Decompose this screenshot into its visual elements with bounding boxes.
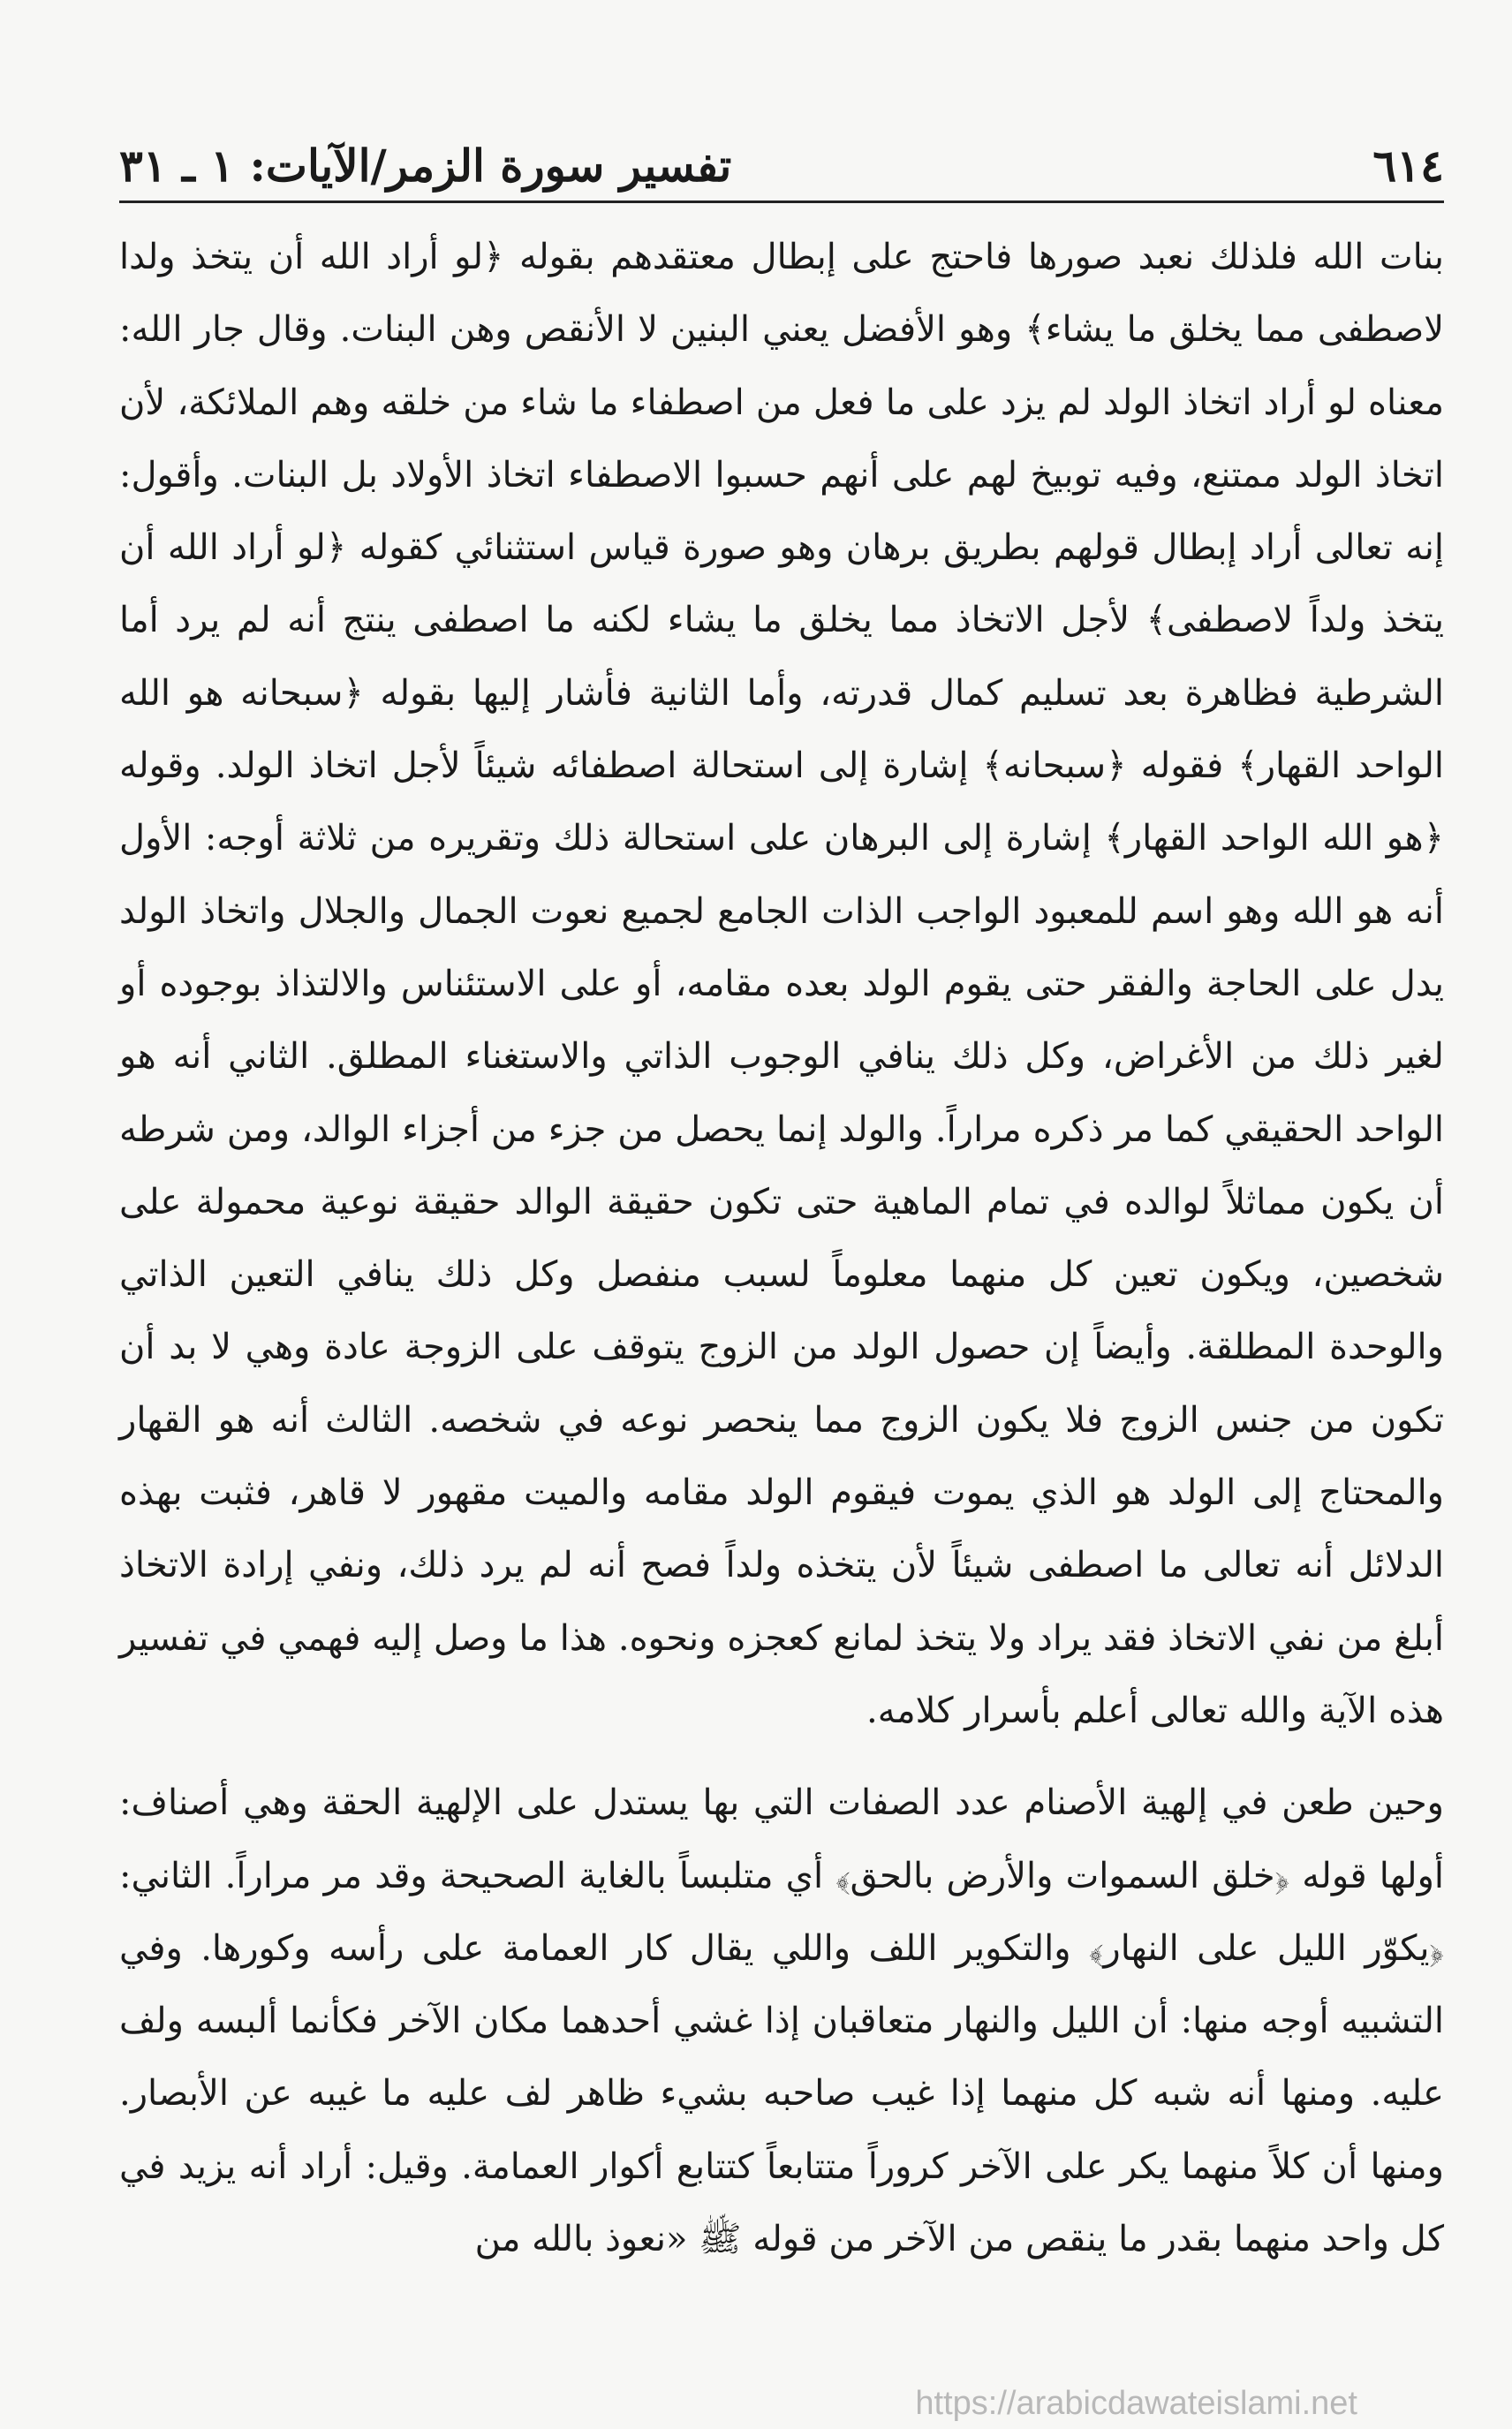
page-header — [119, 132, 1444, 203]
watermark-url: https://arabicdawateislami.net — [915, 2385, 1357, 2422]
page-body — [119, 221, 1444, 2275]
running-title: تفسير سورة الزمر/الآيات: ١ ـ ٣١ — [119, 140, 732, 192]
paragraph-2: وحين طعن في إلهية الأصنام عدد الصفات التي بها يستدل على الإلهية الحقة وهي أصناف: أولها قوله ﴿خلق السموات والأرض بالحق﴾ أي متلبساً بالغاية الصحيحة وقد مر مراراً. الثاني: ﴿يكوّر الليل على النهار﴾ والتكوير اللف واللي يقال كار العمامة على رأسه وكورها. وفي التشبيه أوجه منها: أن الليل والنهار متعاقبان إذا غشي أحدهما مكان الآخر فكأنما ألبسه ولف عليه. ومنها أنه شبه كل منهما إذا غيب صاحبه بشيء ظاهر لف عليه ما غيبه عن الأبصار. ومنها أن كلاً منهما يكر على الآخر كروراً متتابعاً كتتابع أكوار العمامة. وقيل: أراد أنه يزيد في كل واحد منهما بقدر ما ينقص من الآخر من قوله ﷺ «نعوذ بالله من — [119, 1782, 1444, 2260]
page-number: ٦١٤ — [1372, 140, 1444, 192]
paragraph-1: بنات الله فلذلك نعبد صورها فاحتج على إبطال معتقدهم بقوله ﴿لو أراد الله أن يتخذ ولدا لاصطفى مما يخلق ما يشاء﴾ وهو الأفضل يعني البنين لا الأنقص وهن البنات. وقال جار الله: معناه لو أراد اتخاذ الولد لم يزد على ما فعل من اصطفاء ما شاء من خلقه وهم الملائكة، لأن اتخاذ الولد ممتنع، وفيه توبيخ لهم على أنهم حسبوا الاصطفاء اتخاذ الأولاد بل البنات. وأقول: إنه تعالى أراد إبطال قولهم بطريق برهان وهو صورة قياس استثنائي كقوله ﴿لو أراد الله أن يتخذ ولداً لاصطفى﴾ لأجل الاتخاذ مما يخلق ما يشاء لكنه ما اصطفى ينتج أنه لم يرد أما الشرطية فظاهرة بعد تسليم كمال قدرته، وأما الثانية فأشار إليها بقوله ﴿سبحانه هو الله الواحد القهار﴾ فقوله ﴿سبحانه﴾ إشارة إلى استحالة اصطفائه شيئاً لأجل اتخاذ الولد. وقوله ﴿هو الله الواحد القهار﴾ إشارة إلى البرهان على استحالة ذلك وتقريره من ثلاثة أوجه: الأول أنه هو الله وهو اسم للمعبود الواجب الذات الجامع لجميع نعوت الجمال والجلال واتخاذ الولد يدل على الحاجة والفقر حتى يقوم الولد بعده مقامه، أو على الاستئناس والالتذاذ بوجوده أو لغير ذلك من الأغراض، وكل ذلك ينافي الوجوب الذاتي والاستغناء المطلق. الثاني أنه هو الواحد الحقيقي كما مر ذكره مراراً. والولد إنما يحصل من جزء من أجزاء الوالد، ومن شرطه أن يكون مماثلاً لوالده في تمام الماهية حتى تكون حقيقة الوالد حقيقة نوعية محمولة على شخصين، ويكون تعين كل منهما معلوماً لسبب منفصل وكل ذلك ينافي التعين الذاتي والوحدة المطلقة. وأيضاً إن حصول الولد من الزوج يتوقف على الزوجة عادة وهي لا بد أن تكون من جنس الزوج فلا يكون الزوج مما ينحصر نوعه في شخصه. الثالث أنه هو القهار والمحتاج إلى الولد هو الذي يموت فيقوم الولد مقامه والميت مقهور لا قاهر، فثبت بهذه الدلائل أنه تعالى ما اصطفى شيئاً لأن يتخذه ولداً فصح أنه لم يرد ذلك، ونفي إرادة الاتخاذ أبلغ من نفي الاتخاذ فقد يراد ولا يتخذ لمانع كعجزه ونحوه. هذا ما وصل إليه فهمي في تفسير هذه الآية والله تعالى أعلم بأسرار كلامه. — [119, 237, 1445, 1731]
